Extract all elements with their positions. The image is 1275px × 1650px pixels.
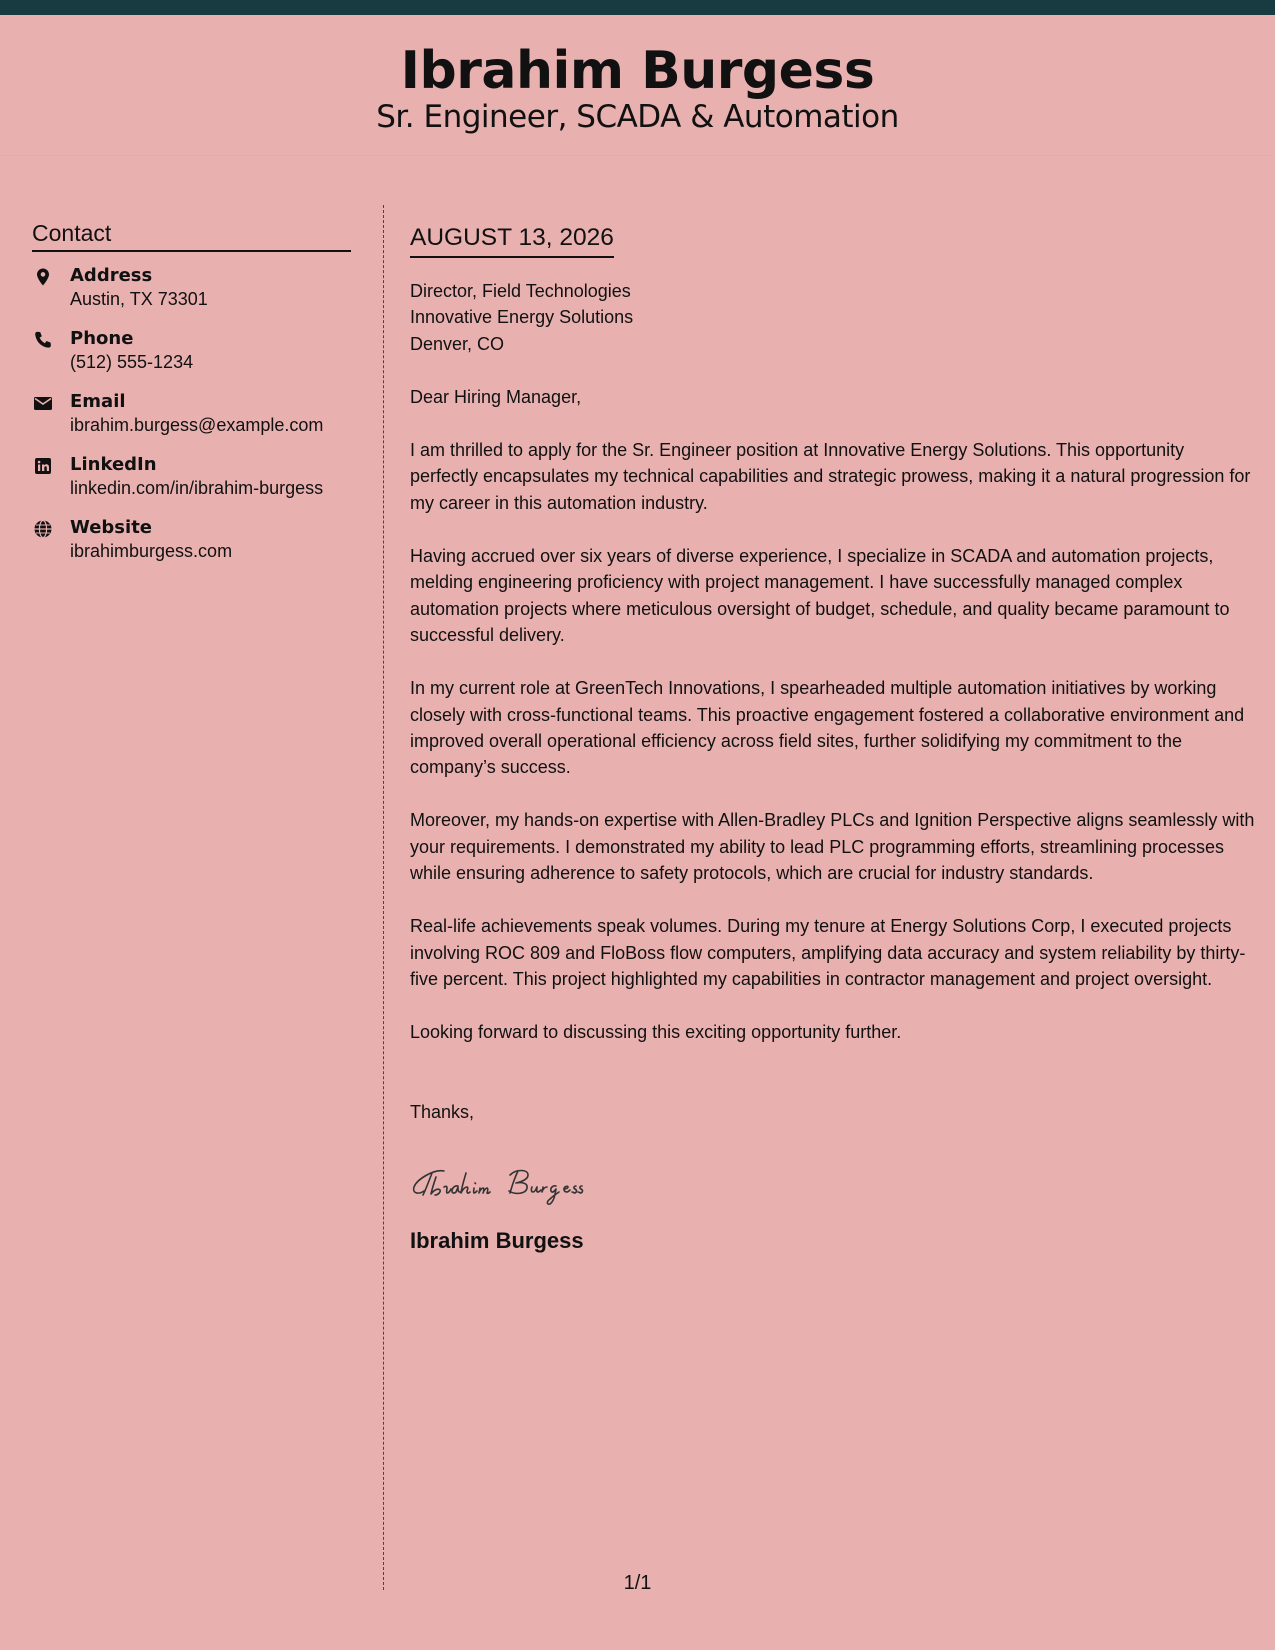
paragraph: In my current role at GreenTech Innovations, I spearheaded multiple automation initiatives by working closely with cross-functional teams. This proactive engagement fostered a collaborative environment and improved overall operational efficiency across field sites, further solidifying my commitment to the company’s success.: [410, 678, 1245, 778]
paragraph: I am thrilled to apply for the Sr. Engineer position at Innovative Energy Solutions. This opportunity perfectly encapsulates my technical capabilities and strategic prowess, making it a natural progression for my career in this automation industry.: [410, 440, 1251, 513]
salutation: Dear Hiring Manager,: [410, 386, 582, 407]
phone-icon: [33, 330, 53, 350]
recipient-title: Director, Field Technologies: [410, 281, 631, 301]
page-number: 1/1: [623, 1572, 652, 1594]
map-pin-icon: [33, 267, 53, 287]
contact-sidebar: [32, 218, 351, 579]
recipient-company: Innovative Energy Solutions: [410, 307, 634, 328]
job-title: Sr. Engineer, SCADA & Automation: [376, 99, 899, 135]
top-accent-bar: [0, 0, 1275, 15]
envelope-icon: [33, 393, 53, 413]
applicant-name: Ibrahim Burgess: [400, 41, 875, 101]
email-value[interactable]: ibrahim.burgess@example.com: [70, 415, 324, 435]
column-divider: [383, 205, 384, 1590]
website-value[interactable]: ibrahimburgess.com: [70, 541, 233, 561]
closing: Thanks,: [410, 1101, 475, 1122]
letter-date: AUGUST 13, 2026: [410, 222, 614, 258]
signature-image: [410, 1153, 670, 1209]
contact-heading: Contact: [32, 218, 351, 252]
address-value: Austin, TX 73301: [70, 289, 208, 309]
linkedin-value[interactable]: linkedin.com/in/ibrahim-burgess: [70, 478, 324, 498]
contact-website: [32, 516, 351, 579]
contact-address: [32, 264, 351, 327]
handwritten-signature: [410, 1153, 1255, 1209]
contact-label: Address: [70, 265, 153, 286]
paragraph: Having accrued over six years of diverse experience, I specialize in SCADA and automation projects, melding engineering proficiency with project management. I have successfully managed complex automation projects where meticulous oversight of budget, schedule, and quality became paramount to successful delivery.: [410, 546, 1230, 645]
linkedin-icon: [33, 456, 53, 476]
contact-email: [32, 390, 351, 453]
paragraph: Real-life achievements speak volumes. During my tenure at Energy Solutions Corp, I executed projects involving ROC 809 and FloBoss flow computers, amplifying data accuracy and system reliability by thirty-five percent. This project highlighted my capabilities in contractor management and project oversight.: [410, 916, 1246, 989]
phone-value: (512) 555-1234: [70, 352, 194, 372]
paragraph: Looking forward to discussing this exciting opportunity further.: [410, 1022, 902, 1043]
recipient-block: [410, 278, 1255, 357]
contact-label: Website: [70, 517, 153, 538]
recipient-location: Denver, CO: [410, 333, 505, 354]
paragraph: Moreover, my hands-on expertise with Allen-Bradley PLCs and Ignition Perspective aligns seamlessly with your requirements. I demonstrated my ability to lead PLC programming efforts, streamlining processes while ensuring adherence to safety protocols, which are crucial for industry standards.: [410, 810, 1255, 884]
contact-label: Phone: [70, 328, 134, 349]
globe-icon: [33, 519, 53, 539]
contact-phone: [32, 327, 351, 390]
letter-body: [410, 222, 1255, 1255]
contact-label: Email: [70, 391, 126, 412]
contact-label: LinkedIn: [70, 454, 157, 475]
contact-linkedin: [32, 453, 351, 516]
signed-name: Ibrahim Burgess: [410, 1227, 584, 1253]
header: [0, 15, 1275, 156]
